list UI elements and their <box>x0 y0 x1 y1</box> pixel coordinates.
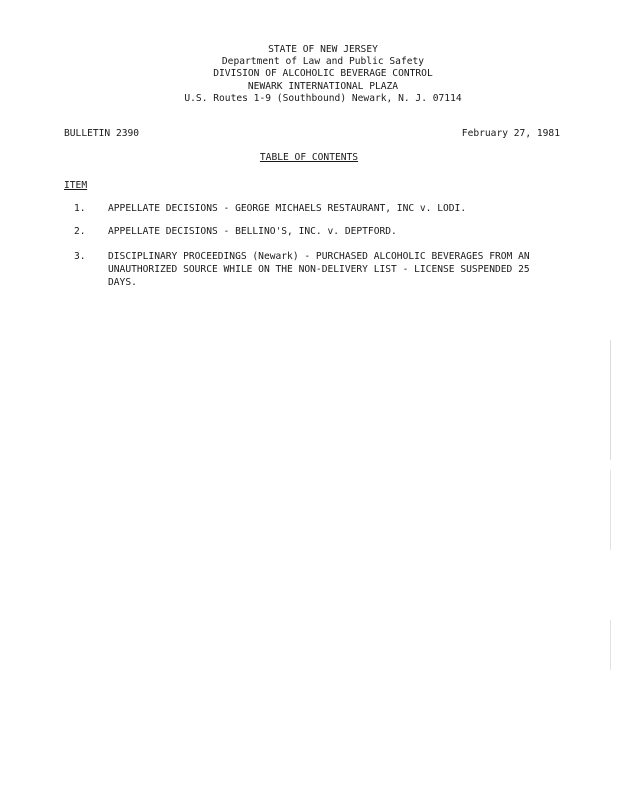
scan-artifact <box>610 470 611 550</box>
letterhead-address: U.S. Routes 1-9 (Southbound) Newark, N. J. 07114 <box>184 92 462 104</box>
toc-item-number: 2. <box>74 226 86 237</box>
letterhead-state: STATE OF NEW JERSEY <box>268 44 378 55</box>
toc-item <box>74 202 544 215</box>
scan-artifact <box>610 340 611 460</box>
bulletin-number: BULLETIN 2390 <box>64 128 140 139</box>
scan-artifact <box>610 620 611 670</box>
letterhead-division: DIVISION OF ALCOHOLIC BEVERAGE CONTROL <box>213 68 433 80</box>
toc-title-row <box>0 152 618 163</box>
item-column-heading: ITEM <box>64 180 88 191</box>
toc-item-text: DISCIPLINARY PROCEEDINGS (Newark) - PURCHASED ALCOHOLIC BEVERAGES FROM AN UNAUTHORIZED SOURCE WHILE ON THE NON-DELIVERY LIST - LICENSE SUSPENDED 25 DAYS. <box>108 251 530 288</box>
toc-item-number: 3. <box>74 251 86 262</box>
toc-title: TABLE OF CONTENTS <box>259 152 359 163</box>
letterhead <box>0 44 618 105</box>
bulletin-meta <box>64 128 560 139</box>
letterhead-department: Department of Law and Public Safety <box>221 56 425 68</box>
toc-item-number: 1. <box>74 203 86 214</box>
toc-item <box>74 225 544 238</box>
toc-item <box>74 250 544 289</box>
toc-item-text: APPELLATE DECISIONS - BELLINO'S, INC. v. DEPTFORD. <box>108 226 397 237</box>
toc-item-text: APPELLATE DECISIONS - GEORGE MICHAELS RESTAURANT, INC v. LODI. <box>108 203 467 214</box>
letterhead-plaza: NEWARK INTERNATIONAL PLAZA <box>247 80 399 92</box>
bulletin-date: February 27, 1981 <box>461 128 560 139</box>
